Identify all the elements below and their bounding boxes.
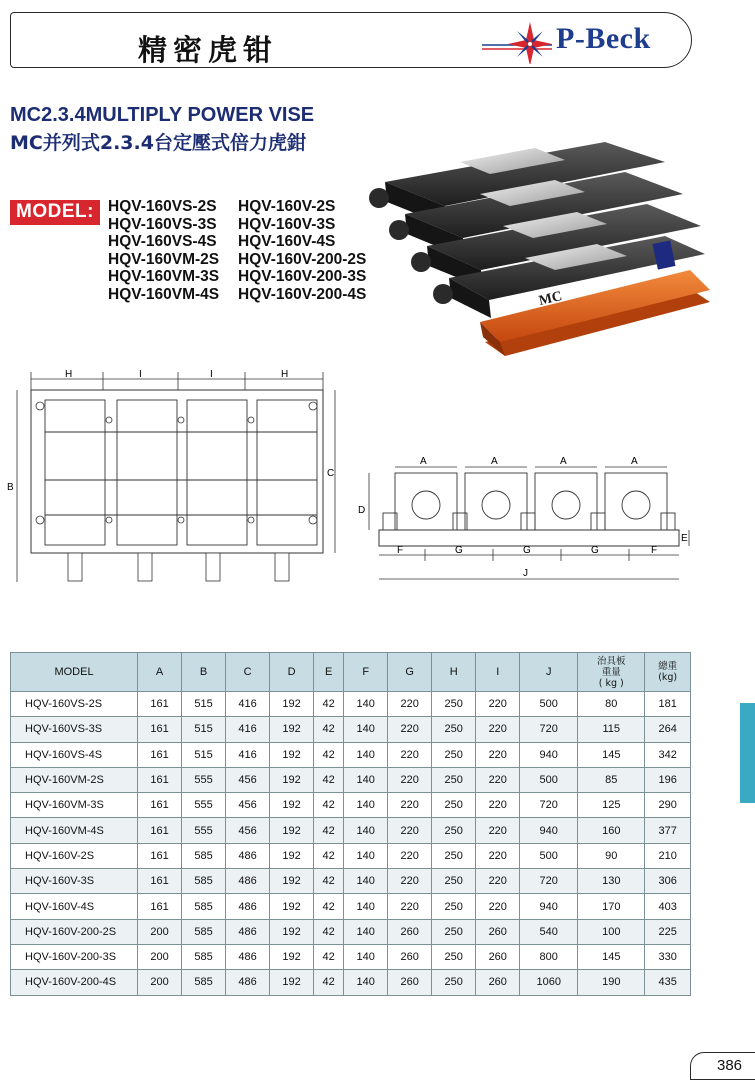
table-cell: 220 <box>476 742 520 767</box>
table-cell: 486 <box>226 843 270 868</box>
table-cell: 500 <box>520 843 578 868</box>
col-g: G <box>388 653 432 692</box>
dim-h-left: H <box>65 369 73 380</box>
table-row <box>11 919 691 944</box>
spec-table <box>10 652 691 996</box>
top-view-drawing <box>5 360 343 585</box>
dim-i-left: I <box>139 369 142 380</box>
table-cell: 192 <box>270 717 314 742</box>
table-cell: 170 <box>578 894 645 919</box>
model-list <box>108 198 366 304</box>
product-photo <box>365 142 710 360</box>
table-cell: 192 <box>270 944 314 969</box>
table-cell: 585 <box>182 944 226 969</box>
dim-g-1: G <box>455 545 463 556</box>
table-cell: 250 <box>432 742 476 767</box>
plate-weight-label: 治具板 <box>597 655 626 667</box>
table-cell: 161 <box>138 818 182 843</box>
table-cell: 42 <box>314 793 344 818</box>
table-cell: 486 <box>226 944 270 969</box>
table-cell: 42 <box>314 717 344 742</box>
table-cell: 416 <box>226 692 270 717</box>
table-cell: 115 <box>578 717 645 742</box>
col-plate-weight <box>578 653 645 692</box>
table-cell: 456 <box>226 767 270 792</box>
table-cell: 192 <box>270 843 314 868</box>
table-cell: 250 <box>432 970 476 995</box>
table-cell: 130 <box>578 869 645 894</box>
table-cell: 250 <box>432 894 476 919</box>
model-name: HQV-160VS-2S <box>108 198 217 215</box>
table-cell: 220 <box>388 793 432 818</box>
table-cell: 42 <box>314 742 344 767</box>
model-name: HQV-160VM-3S <box>108 268 220 286</box>
table-cell: 192 <box>270 742 314 767</box>
table-cell: 160 <box>578 818 645 843</box>
table-body <box>11 692 691 996</box>
table-cell: 42 <box>314 818 344 843</box>
table-cell: 377 <box>645 818 691 843</box>
dim-f-left: F <box>397 545 404 556</box>
model-row <box>108 216 366 234</box>
table-cell: 140 <box>344 717 388 742</box>
page-number: 386 <box>717 1057 743 1074</box>
col-total-weight <box>645 653 691 692</box>
model-name: HQV-160VM-4S <box>108 285 220 303</box>
table-cell: 540 <box>520 919 578 944</box>
table-cell: 140 <box>344 970 388 995</box>
table-row <box>11 692 691 717</box>
table-cell: 192 <box>270 894 314 919</box>
table-cell: 192 <box>270 919 314 944</box>
table-cell: 720 <box>520 869 578 894</box>
brand-name: P-Beck <box>556 22 651 55</box>
table-cell: 486 <box>226 869 270 894</box>
dim-e: E <box>681 533 688 544</box>
model-name: HQV-160V-2S <box>238 198 336 215</box>
vise-label: MC <box>537 289 564 309</box>
table-row <box>11 944 691 969</box>
table-cell: 220 <box>388 742 432 767</box>
table-cell-model: HQV-160V-3S <box>11 869 138 894</box>
table-cell: 80 <box>578 692 645 717</box>
plate-weight-unit: ( kg ) <box>598 677 624 689</box>
table-cell: 486 <box>226 919 270 944</box>
dim-g-3: G <box>591 545 599 556</box>
table-cell: 161 <box>138 843 182 868</box>
table-cell: 720 <box>520 717 578 742</box>
table-cell: 220 <box>388 869 432 894</box>
table-cell: 940 <box>520 894 578 919</box>
table-cell: 250 <box>432 692 476 717</box>
table-cell: 140 <box>344 793 388 818</box>
table-cell: 515 <box>182 692 226 717</box>
table-cell: 403 <box>645 894 691 919</box>
model-name: HQV-160V-200-4S <box>238 285 367 303</box>
table-cell: 585 <box>182 919 226 944</box>
table-cell-model: HQV-160V-200-2S <box>11 919 138 944</box>
table-cell: 260 <box>388 919 432 944</box>
table-cell: 140 <box>344 843 388 868</box>
col-c: C <box>226 653 270 692</box>
table-cell: 192 <box>270 869 314 894</box>
dim-f-right: F <box>651 545 658 556</box>
table-cell: 220 <box>476 692 520 717</box>
table-row <box>11 742 691 767</box>
heading-chinese: MC并列式2.3.4台定壓式倍力虎鉗 <box>10 132 306 154</box>
model-label: MODEL: <box>10 200 100 225</box>
table-cell: 260 <box>388 970 432 995</box>
table-cell: 220 <box>388 717 432 742</box>
table-cell: 260 <box>476 919 520 944</box>
dim-a-3: A <box>560 456 567 467</box>
heading-english: MC2.3.4MULTIPLY POWER VISE <box>10 104 315 126</box>
table-cell: 250 <box>432 944 476 969</box>
total-weight-unit: (kg) <box>658 672 678 683</box>
table-cell: 416 <box>226 742 270 767</box>
table-cell-model: HQV-160V-200-4S <box>11 970 138 995</box>
table-cell: 220 <box>388 894 432 919</box>
table-cell: 192 <box>270 767 314 792</box>
table-cell: 220 <box>476 894 520 919</box>
page-title: 精密虎钳 <box>138 33 279 67</box>
table-cell: 85 <box>578 767 645 792</box>
table-cell: 181 <box>645 692 691 717</box>
table-cell: 220 <box>476 717 520 742</box>
table-row <box>11 843 691 868</box>
table-cell: 1060 <box>520 970 578 995</box>
table-cell: 190 <box>578 970 645 995</box>
table-cell-model: HQV-160VS-2S <box>11 692 138 717</box>
col-b: B <box>182 653 226 692</box>
dim-a-4: A <box>631 456 638 467</box>
table-row <box>11 970 691 995</box>
model-row <box>108 198 366 216</box>
table-row <box>11 717 691 742</box>
table-cell: 515 <box>182 742 226 767</box>
table-cell: 585 <box>182 843 226 868</box>
table-cell: 220 <box>476 818 520 843</box>
model-row <box>108 233 366 251</box>
table-row <box>11 793 691 818</box>
plate-weight-label: 重量 <box>601 666 621 678</box>
table-cell: 220 <box>388 692 432 717</box>
model-name: HQV-160V-200-2S <box>238 250 367 268</box>
table-cell: 250 <box>432 793 476 818</box>
table-cell: 220 <box>476 767 520 792</box>
table-cell: 42 <box>314 843 344 868</box>
table-cell: 500 <box>520 767 578 792</box>
table-row <box>11 869 691 894</box>
table-cell: 210 <box>645 843 691 868</box>
col-model: MODEL <box>11 653 138 692</box>
table-cell: 192 <box>270 818 314 843</box>
model-row <box>108 251 366 269</box>
table-cell: 140 <box>344 919 388 944</box>
table-cell: 220 <box>388 818 432 843</box>
table-cell: 100 <box>578 919 645 944</box>
table-cell: 161 <box>138 869 182 894</box>
dim-a-1: A <box>420 456 427 467</box>
table-cell: 220 <box>476 793 520 818</box>
table-cell-model: HQV-160VS-3S <box>11 717 138 742</box>
table-cell: 435 <box>645 970 691 995</box>
dim-j: J <box>523 568 528 579</box>
table-cell: 585 <box>182 894 226 919</box>
model-name: HQV-160VS-3S <box>108 215 217 233</box>
dim-g-2: G <box>523 545 531 556</box>
col-d: D <box>270 653 314 692</box>
table-cell: 220 <box>476 869 520 894</box>
dim-a-2: A <box>491 456 498 467</box>
table-cell: 800 <box>520 944 578 969</box>
table-cell: 140 <box>344 767 388 792</box>
table-cell: 196 <box>645 767 691 792</box>
table-cell: 416 <box>226 717 270 742</box>
table-cell: 140 <box>344 869 388 894</box>
table-cell: 500 <box>520 692 578 717</box>
table-cell: 145 <box>578 944 645 969</box>
table-cell: 290 <box>645 793 691 818</box>
table-cell: 306 <box>645 869 691 894</box>
table-cell: 220 <box>388 843 432 868</box>
table-cell: 161 <box>138 717 182 742</box>
table-cell: 555 <box>182 793 226 818</box>
table-cell: 145 <box>578 742 645 767</box>
table-row <box>11 767 691 792</box>
col-i: I <box>476 653 520 692</box>
table-cell: 161 <box>138 894 182 919</box>
table-row <box>11 818 691 843</box>
table-header-row <box>11 653 691 692</box>
dim-d: D <box>358 505 366 516</box>
model-name: HQV-160V-200-3S <box>238 268 367 286</box>
table-cell: 585 <box>182 970 226 995</box>
table-cell: 125 <box>578 793 645 818</box>
dim-i-right: I <box>210 369 213 380</box>
table-cell: 42 <box>314 944 344 969</box>
table-cell-model: HQV-160VM-4S <box>11 818 138 843</box>
table-cell: 220 <box>476 843 520 868</box>
col-h: H <box>432 653 476 692</box>
table-cell: 720 <box>520 793 578 818</box>
table-cell: 140 <box>344 894 388 919</box>
table-cell: 260 <box>388 944 432 969</box>
model-name: HQV-160VS-4S <box>108 233 217 251</box>
table-cell: 250 <box>432 869 476 894</box>
col-a: A <box>138 653 182 692</box>
col-f: F <box>344 653 388 692</box>
table-cell: 250 <box>432 843 476 868</box>
table-cell: 42 <box>314 692 344 717</box>
table-cell: 264 <box>645 717 691 742</box>
table-cell: 486 <box>226 894 270 919</box>
table-cell: 330 <box>645 944 691 969</box>
table-cell: 90 <box>578 843 645 868</box>
table-cell: 555 <box>182 818 226 843</box>
table-cell: 140 <box>344 818 388 843</box>
table-cell: 161 <box>138 692 182 717</box>
dim-b: B <box>7 482 14 493</box>
table-cell: 260 <box>476 944 520 969</box>
table-cell: 940 <box>520 742 578 767</box>
dim-h-right: H <box>281 369 289 380</box>
table-cell: 456 <box>226 793 270 818</box>
table-cell: 140 <box>344 692 388 717</box>
table-cell: 940 <box>520 818 578 843</box>
table-cell-model: HQV-160V-2S <box>11 843 138 868</box>
table-cell: 486 <box>226 970 270 995</box>
table-cell: 42 <box>314 767 344 792</box>
table-cell: 161 <box>138 742 182 767</box>
table-cell: 250 <box>432 767 476 792</box>
side-tab <box>740 703 755 803</box>
table-cell-model: HQV-160VM-3S <box>11 793 138 818</box>
dim-c: C <box>327 468 335 479</box>
model-name: HQV-160V-3S <box>238 215 336 233</box>
table-cell: 42 <box>314 970 344 995</box>
table-cell: 456 <box>226 818 270 843</box>
table-cell: 220 <box>388 767 432 792</box>
table-cell: 225 <box>645 919 691 944</box>
table-cell: 42 <box>314 919 344 944</box>
total-weight-label: 總重 <box>658 661 678 672</box>
table-cell: 140 <box>344 944 388 969</box>
table-cell: 140 <box>344 742 388 767</box>
model-name: HQV-160V-4S <box>238 233 336 251</box>
table-cell: 342 <box>645 742 691 767</box>
table-cell: 200 <box>138 944 182 969</box>
table-cell: 585 <box>182 869 226 894</box>
table-cell: 42 <box>314 869 344 894</box>
table-cell: 515 <box>182 717 226 742</box>
table-cell: 250 <box>432 717 476 742</box>
table-cell: 250 <box>432 818 476 843</box>
table-cell: 42 <box>314 894 344 919</box>
table-cell: 555 <box>182 767 226 792</box>
table-cell-model: HQV-160V-200-3S <box>11 944 138 969</box>
table-cell: 200 <box>138 970 182 995</box>
table-cell: 200 <box>138 919 182 944</box>
table-cell-model: HQV-160VS-4S <box>11 742 138 767</box>
table-row <box>11 894 691 919</box>
col-j: J <box>520 653 578 692</box>
model-row <box>108 286 366 304</box>
front-view-drawing <box>355 445 700 585</box>
table-cell: 260 <box>476 970 520 995</box>
table-cell: 250 <box>432 919 476 944</box>
model-name: HQV-160VM-2S <box>108 250 220 268</box>
table-cell-model: HQV-160VM-2S <box>11 767 138 792</box>
table-cell-model: HQV-160V-4S <box>11 894 138 919</box>
table-cell: 161 <box>138 793 182 818</box>
col-e: E <box>314 653 344 692</box>
table-cell: 192 <box>270 970 314 995</box>
table-cell: 192 <box>270 692 314 717</box>
table-cell: 161 <box>138 767 182 792</box>
table-cell: 192 <box>270 793 314 818</box>
model-row <box>108 268 366 286</box>
